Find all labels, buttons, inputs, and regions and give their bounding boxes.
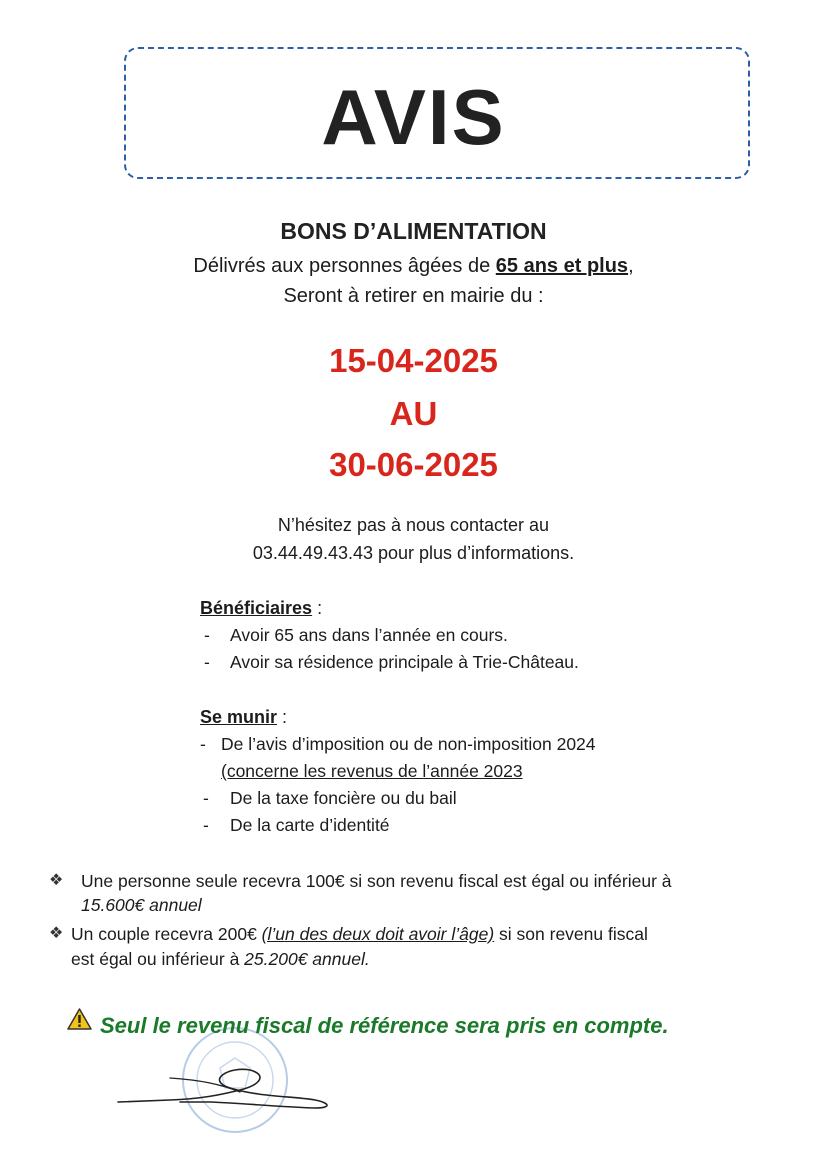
document-item-note: (concerne les revenus de l’année 2023 [221, 761, 523, 781]
age-emphasis: 65 ans et plus [495, 255, 629, 277]
condition-couple-suffix: si son revenu fiscal [494, 924, 648, 944]
condition-single-line-1: Une personne seule recevra 100€ si son revenu fiscal est égal ou inférieur à [81, 871, 672, 891]
date-end: 30-06-2025 [329, 446, 498, 483]
mayor-signature [110, 1050, 340, 1130]
beneficiaire-item: Avoir 65 ans dans l’année en cours. [230, 625, 508, 645]
dash-bullet: - [200, 734, 206, 754]
warning-triangle-icon [67, 1008, 92, 1030]
condition-couple-line-2-prefix: est égal ou inférieur à [71, 949, 245, 969]
intro-line-1-suffix: , [628, 255, 634, 277]
beneficiaire-item: Avoir sa résidence principale à Trie-Château. [230, 652, 579, 672]
condition-couple-amount: 25.200€ annuel. [244, 949, 370, 969]
subheading: BONS D’ALIMENTATION [280, 218, 547, 244]
se-munir-colon: : [277, 707, 288, 727]
se-munir-label: Se munir [200, 707, 278, 727]
condition-couple-line-2 [71, 949, 370, 970]
dash-bullet: - [204, 652, 210, 672]
document-item: De l’avis d’imposition ou de non-imposition 2024 [221, 734, 596, 754]
beneficiaires-label: Bénéficiaires [200, 598, 313, 618]
page-title: AVIS [321, 73, 506, 161]
dash-bullet: - [204, 625, 210, 645]
date-separator: AU [389, 395, 438, 432]
beneficiaires-title [200, 598, 322, 619]
beneficiaires-colon: : [312, 598, 323, 618]
contact-line-1: N’hésitez pas à nous contacter au [277, 515, 550, 535]
dash-bullet: - [203, 788, 209, 808]
intro-line-1 [0, 255, 827, 278]
diamond-bullet-icon: ❖ [49, 925, 64, 942]
intro-line-1-prefix: Délivrés aux personnes âgées de [193, 255, 496, 277]
contact-line-2: 03.44.49.43.43 pour plus d’informations. [252, 543, 575, 563]
condition-single-amount: 15.600€ annuel [81, 895, 202, 915]
intro-line-2: Seront à retirer en mairie du : [283, 285, 544, 307]
date-start: 15-04-2025 [329, 342, 498, 379]
condition-couple-note: (l’un des deux doit avoir l’âge) [261, 924, 495, 944]
document-item: De la carte d’identité [230, 815, 390, 835]
se-munir-title [200, 707, 287, 728]
warning-message: Seul le revenu fiscal de référence sera pris en compte. [100, 1013, 669, 1038]
document-item: De la taxe foncière ou du bail [230, 788, 457, 808]
condition-couple-prefix: Un couple recevra 200€ [71, 924, 262, 944]
dash-bullet: - [203, 815, 209, 835]
diamond-bullet-icon: ❖ [49, 872, 64, 889]
condition-couple-line-1 [71, 924, 648, 945]
